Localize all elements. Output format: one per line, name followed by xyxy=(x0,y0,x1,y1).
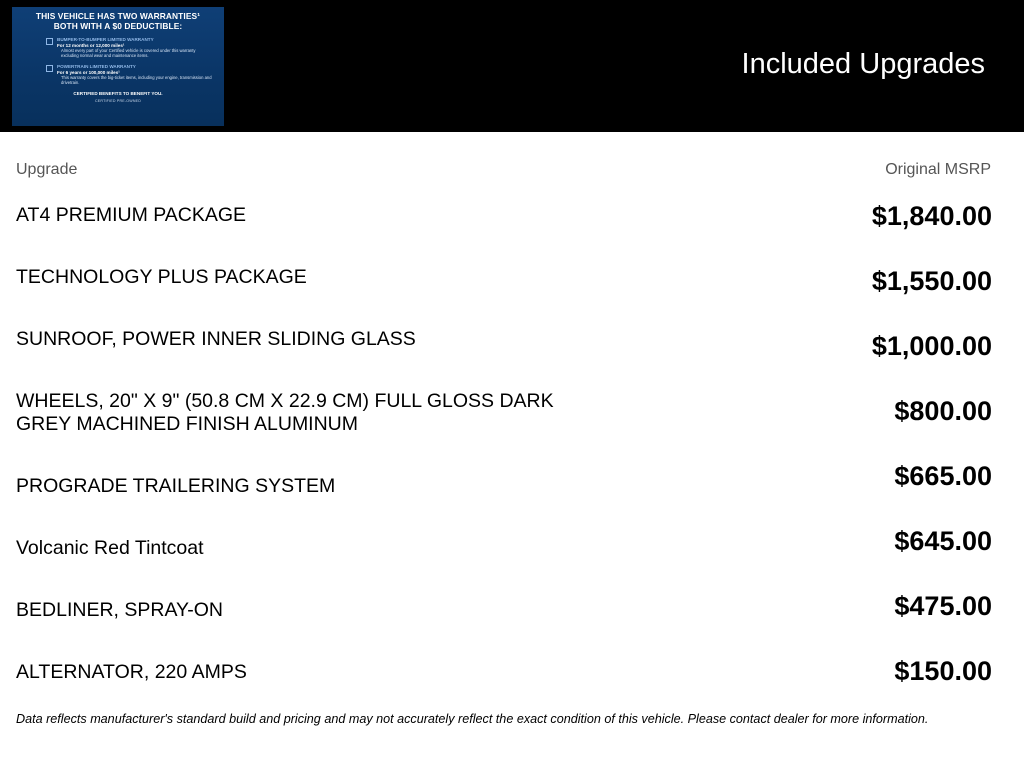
disclaimer-text: Data reflects manufacturer's standard build and pricing and may not accurately reflect the exact condition of this vehicle. Please contact dealer for more information. xyxy=(16,712,929,726)
upgrade-name: AT4 PREMIUM PACKAGE xyxy=(16,204,247,226)
checkbox-icon xyxy=(46,38,53,45)
badge-brands: CERTIFIED PRE-OWNED xyxy=(94,99,142,103)
badge-footer: CERTIFIED BENEFITS TO BENEFIT YOU. xyxy=(73,91,163,96)
upgrade-price: $150.00 xyxy=(894,656,992,686)
upgrade-name: ALTERNATOR, 220 AMPS xyxy=(16,661,247,683)
upgrade-name: BEDLINER, SPRAY-ON xyxy=(16,599,223,621)
upgrade-name: PROGRADE TRAILERING SYSTEM xyxy=(16,475,336,497)
upgrade-price: $1,550.00 xyxy=(871,266,992,296)
upgrade-name: TECHNOLOGY PLUS PACKAGE xyxy=(16,266,307,288)
upgrade-price: $475.00 xyxy=(894,591,992,621)
upgrade-price: $645.00 xyxy=(894,526,992,556)
upgrade-name: WHEELS, 20" X 9" (50.8 CM X 22.9 CM) FULL GLOSS DARK GREY MACHINED FINISH ALUMINUM xyxy=(16,390,554,435)
upgrade-price: $665.00 xyxy=(894,461,992,491)
warranty-badge-image xyxy=(12,7,224,126)
badge-item-powertrain: POWERTRAIN LIMITED WARRANTY For 6 years or 100,000 miles¹ This warranty covers the big-ticket items, including your engine, transmission and drivetrain. xyxy=(22,64,214,85)
upgrade-name: Volcanic Red Tintcoat xyxy=(16,537,204,559)
header-bar xyxy=(0,0,1024,132)
upgrade-name: SUNROOF, POWER INNER SLIDING GLASS xyxy=(16,328,416,350)
upgrade-price: $1,840.00 xyxy=(871,201,992,231)
upgrade-price: $800.00 xyxy=(894,396,992,426)
column-header-msrp: Original MSRP xyxy=(885,161,991,178)
badge-title: THIS VEHICLE HAS TWO WARRANTIES¹ BOTH WITH A $0 DEDUCTIBLE: xyxy=(35,11,201,31)
column-header-upgrade: Upgrade xyxy=(16,161,78,178)
checkbox-icon xyxy=(46,65,53,72)
page-title: Included Upgrades xyxy=(741,48,985,80)
badge-item-bumper: BUMPER-TO-BUMPER LIMITED WARRANTY For 12 months or 12,000 miles¹ Almost every part of your Certified vehicle is covered under this warranty excluding normal wear and maintenance items. xyxy=(22,37,214,58)
upgrade-price: $1,000.00 xyxy=(871,331,992,361)
